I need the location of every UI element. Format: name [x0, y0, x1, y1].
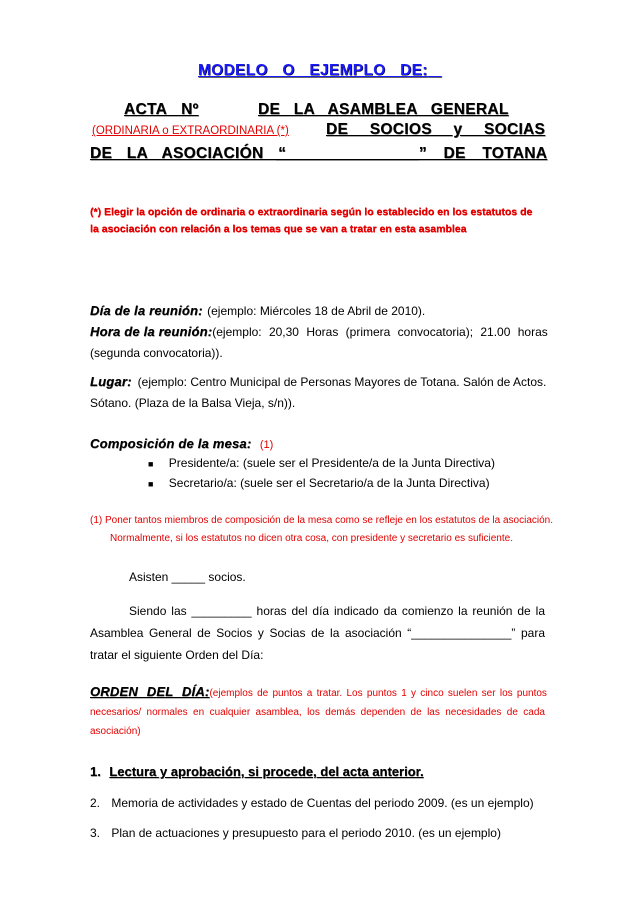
siendo-line1: Siendo las _________ horas del día indicado da comienzo la reunión de la — [129, 604, 545, 618]
bullet-icon: ■ — [148, 459, 154, 469]
heading-de-socios: DE SOCIOS y SOCIAS — [326, 121, 546, 138]
bullet-icon: ■ — [148, 479, 154, 489]
orden-note-line3: asociación) — [90, 726, 141, 737]
document-title: MODELO O EJEMPLO DE: — [198, 62, 428, 79]
heading-asamblea: DE LA ASAMBLEA GENERAL — [258, 101, 509, 118]
siendo-line3: tratar el siguiente Orden del Día: — [90, 648, 264, 662]
orden-item-3: 3. Plan de actuaciones y presupuesto para el periodo 2010. (es un ejemplo) — [90, 826, 501, 840]
footnote-1-line1: (1) Poner tantos miembros de composición de la mesa como se refleje en los estatutos de la asociación. — [90, 515, 554, 526]
orden-del-dia: ORDEN DEL DÍA: (ejemplos de puntos a tratar. Los puntos 1 y cinco suelen ser los puntos — [90, 684, 547, 699]
orden-item-1: 1. Lectura y aprobación, si procede, del acta anterior. — [90, 764, 424, 779]
heading-ordinaria: (ORDINARIA o EXTRAORDINARIA (*) — [92, 125, 289, 137]
heading-acta: ACTA Nº — [124, 101, 199, 118]
lugar-cont: Sótano. (Plaza de la Balsa Vieja, s/n)). — [90, 396, 296, 410]
heading-asociacion-line: DE LA ASOCIACIÓN “ ________________ ” DE TOTANA — [90, 145, 548, 162]
orden-note-line2: necesarios/ normales en cualquier asamblea, los demás dependen de las necesidades de cada — [90, 707, 545, 718]
note-star-line1: (*) Elegir la opción de ordinaria o extraordinaria según lo establecido en los estatutos de — [90, 206, 533, 218]
hora-reunion-cont: (segunda convocatoria)). — [90, 346, 223, 360]
siendo-line2: Asamblea General de Socios y Socias de la asociación “_______________” para — [90, 626, 545, 640]
composicion-mesa: Composición de la mesa: (1) — [90, 436, 274, 451]
orden-item-2: 2. Memoria de actividades y estado de Cuentas del periodo 2009. (es un ejemplo) — [90, 796, 534, 810]
hora-reunion: Hora de la reunión: (ejemplo: 20,30 Horas (primera convocatoria); 21.00 horas — [90, 324, 548, 339]
note-star-line2: la asociación con relación a los temas que se van a tratar en esta asamblea — [90, 223, 467, 235]
dia-reunion: Día de la reunión: (ejemplo: Miércoles 18 de Abril de 2010). — [90, 303, 426, 318]
footnote-1-line2: Normalmente, si los estatutos no dicen otra cosa, con presidente y secretario es suficiente. — [110, 533, 513, 544]
composicion-item-presidente: ■ Presidente/a: (suele ser el Presidente/a de la Junta Directiva) — [148, 456, 495, 470]
lugar: Lugar: (ejemplo: Centro Municipal de Personas Mayores de Totana. Salón de Actos. — [90, 374, 547, 389]
asisten-socios: Asisten _____ socios. — [129, 570, 246, 584]
composicion-item-secretario: ■ Secretario/a: (suele ser el Secretario/a de la Junta Directiva) — [148, 476, 490, 490]
